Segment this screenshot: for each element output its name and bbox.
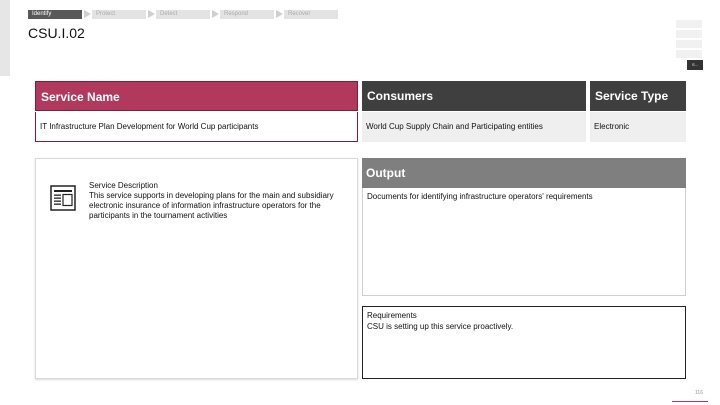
thumbnail [676,50,702,58]
service-name-value: IT Infrastructure Plan Development for World Cup participants [35,112,358,142]
left-edge-bar [0,0,10,76]
consumers-header: Consumers [362,81,586,111]
page-accent-line [672,401,708,402]
page-title: CSU.I.02 [28,25,85,41]
step-arrow-icon [148,10,155,18]
service-description-box [35,158,358,379]
step-arrow-icon [276,10,283,18]
service-description-title: Service Description [89,181,158,190]
progress-steps [28,10,348,19]
consumers-value: World Cup Supply Chain and Participating entities [362,112,586,142]
page-number: 116 [695,390,703,396]
step-recover[interactable] [284,10,338,19]
step-label: Identify [32,11,52,17]
step-respond[interactable] [220,10,274,19]
thumbnail [676,20,702,28]
step-label: Recover [288,11,311,17]
service-description [89,181,339,221]
output-body: Documents for identifying infrastructure operators' requirements [362,188,686,296]
service-name-header: Service Name [35,81,358,111]
service-description-text: This service supports in developing plans for the main and subsidiary electronic insurance of information infrastructure operators for the participants in the tournament activities [89,191,334,220]
service-type-value: Electronic [590,112,686,142]
requirements-text: CSU is setting up this service proactively. [367,322,514,331]
requirements-title: Requirements [367,311,417,320]
step-arrow-icon [212,10,219,18]
document-icon [50,185,78,211]
step-protect[interactable] [92,10,146,19]
thumbnail [676,40,702,48]
step-label: Detect [160,11,178,17]
slide-thumbnails [676,20,704,70]
requirements-box [362,306,686,379]
step-identify[interactable] [28,10,82,19]
output-header: Output [362,158,686,188]
step-detect[interactable] [156,10,210,19]
thumbnail [676,30,702,38]
step-label: Respond [224,11,249,17]
step-arrow-icon [84,10,91,18]
service-type-header: Service Type [590,81,686,111]
step-label: Protect [96,11,116,17]
thumbnail-tag: S... [687,60,703,70]
